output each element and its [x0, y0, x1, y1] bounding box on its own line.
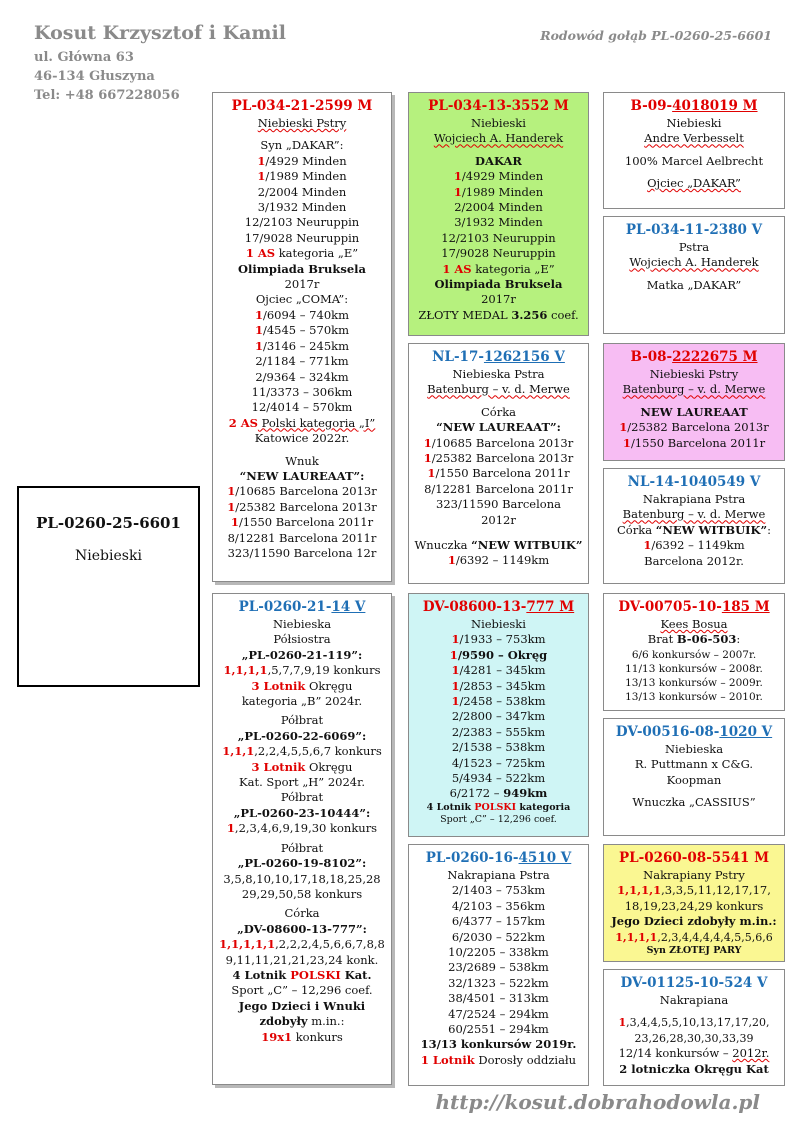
mf-color: Niebieski	[471, 617, 526, 631]
mother-daughter-line2: 9,11,11,21,21,23,24 konk.	[225, 952, 379, 967]
mfm-ring: DV-00516-08-1020 V	[615, 724, 773, 740]
ffm-color: Pstra	[678, 240, 710, 254]
mother-hb1-ring: „PL-0260-22-6069”:	[237, 728, 367, 743]
mother-hb3-ring: „PL-0260-19-8102”:	[237, 856, 367, 871]
result-row: 4/2103 – 356km	[451, 898, 546, 913]
result-row: 1/25382 Barcelona 2013r	[423, 451, 574, 466]
subject-box	[17, 486, 200, 687]
mmf-children-results: 1,1,1,1,2,3,4,4,4,4,4,5,5,6,6	[615, 930, 773, 944]
footer-url[interactable]: http://kosut.dobrahodowla.pl	[435, 1090, 760, 1114]
fmm-daughter: Córka “NEW WITBUIK”:	[617, 522, 771, 537]
ff-as: 1 AS kategoria „E”	[442, 261, 555, 276]
ff-year: 2017r	[481, 292, 516, 307]
result-row: 3/1932 Minden	[454, 215, 543, 230]
result-row: 2/1538 – 538km	[451, 740, 546, 755]
mff-breeder: Kees Bosua	[660, 617, 728, 631]
mother-hb2-ring: „PL-0260-23-10444”:	[233, 805, 371, 820]
result-row: 12/2103 Neuruppin	[441, 230, 556, 245]
result-row: 6/2030 – 522km	[451, 929, 546, 944]
fff-origin: 100% Marcel Aelbrecht	[624, 153, 764, 168]
mother-half-sister-cat: kategoria „B” 2024r.	[241, 694, 363, 709]
mmm-konkursy: 12/14 konkursów – 2012r.	[618, 1046, 770, 1061]
father-coma-label: Ojciec „COMA”:	[255, 292, 349, 307]
owner-phone: Tel: +48 667228056	[34, 88, 180, 103]
mmm-ring: DV-01125-10-524 V	[620, 975, 768, 991]
result-row: 5/4934 – 522km	[451, 771, 546, 786]
result-row: 2/2383 – 555km	[451, 724, 546, 739]
result-row: 1/6094 – 740km	[254, 307, 350, 322]
mm-konkursy: 13/13 konkursów 2019r.	[420, 1037, 577, 1052]
fm-daughter: Córka	[480, 404, 517, 419]
fmm-ring: NL-14-1040549 V	[627, 474, 761, 490]
fff-color: Niebieski	[666, 116, 722, 130]
result-row: 1/9590 – Okręg	[449, 647, 548, 662]
result-row: 1/25382 Barcelona 2013r	[227, 499, 377, 514]
mf-results	[411, 632, 586, 786]
result-row: 1/1550 Barcelona 2011r	[622, 435, 766, 450]
father-son-of: Syn „DAKAR”:	[260, 138, 344, 153]
father-olimpiada: Olimpiada Bruksela	[238, 261, 366, 276]
fmm-color: Nakrapiana Pstra	[642, 492, 746, 506]
fm-results	[411, 436, 586, 528]
mmm-color: Nakrapiana	[659, 993, 729, 1007]
mf-last: 6/2172 – 949km	[449, 786, 548, 801]
result-row: 1/25382 Barcelona 2013r	[619, 420, 769, 435]
mother-daughter-results: 1,1,1,1,1,2,2,2,4,5,6,6,7,8,8	[219, 937, 385, 952]
fm-daughter-name: “NEW LAUREAAT”:	[436, 420, 561, 435]
mother-hb3-label: Półbrat	[280, 840, 324, 855]
mfm-color: Niebieska	[664, 742, 724, 756]
ff-ring: PL-034-13-3552 M	[428, 98, 569, 114]
mmf-box	[603, 844, 785, 962]
result-row: 8/12281 Barcelona 2011r	[424, 481, 573, 496]
result-row: 12/2103 Neuruppin	[244, 215, 360, 230]
mmf-children: Jego Dzieci zdobyły m.in.:	[611, 914, 777, 929]
result-row: 2012r	[481, 512, 516, 527]
fmf-breeder: Batenburg – v. d. Merwe	[622, 382, 766, 397]
mother-children-line1: Jego Dzieci i Wnuki	[238, 998, 366, 1013]
father-box	[212, 92, 392, 582]
father-as: 1 AS kategoria „E”	[245, 246, 359, 261]
result-row: 323/11590 Barcelona 12r	[227, 545, 377, 560]
result-row: 10/2205 – 338km	[448, 945, 549, 960]
result-row: 11/13 konkursów – 2008r.	[625, 662, 763, 675]
fm-breeder: Batenburg – v. d. Merwe	[427, 382, 570, 397]
mm-ring: PL-0260-16-4510 V	[425, 850, 572, 866]
result-row: 1/4929 Minden	[453, 169, 544, 184]
mmf-results: 1,1,1,1,3,3,5,11,12,17,17,	[617, 883, 771, 898]
mfm-box	[603, 718, 785, 836]
ffm-ring: PL-034-11-2380 V	[625, 222, 763, 238]
result-row: 17/9028 Neuruppin	[244, 230, 360, 245]
mmm-results: 1,3,4,4,5,5,10,13,17,17,20,	[618, 1016, 770, 1030]
result-row: 32/1323 – 522km	[448, 975, 549, 990]
result-row: 47/2524 – 294km	[448, 1006, 549, 1021]
mff-ring: DV-00705-10-185 M	[618, 599, 770, 615]
mother-hb1-lotnik: 3 Lotnik Okręgu	[251, 759, 353, 774]
mff-box	[603, 593, 785, 711]
owner-address	[34, 48, 180, 105]
mother-hb1-label: Półbrat	[280, 713, 324, 728]
result-row: 1/1989 Minden	[257, 169, 347, 184]
ff-breeder: Wojciech A. Handerek	[433, 131, 564, 146]
ffm-mother-of: Matka „DAKAR”	[646, 277, 742, 292]
result-row: 1/3146 – 245km	[254, 338, 350, 353]
father-grandson-name: “NEW LAUREAAT”:	[239, 468, 365, 483]
mf-box	[408, 593, 589, 837]
result-row: 1/1933 – 753km	[451, 632, 546, 647]
result-row: 6/6 konkursów – 2007r.	[631, 648, 757, 661]
ff-name: DAKAR	[475, 153, 522, 168]
mother-half-sister-results: 1,1,1,1,5,7,7,9,19 konkurs	[223, 663, 381, 678]
ff-box	[408, 92, 589, 336]
fmm-box	[603, 468, 785, 584]
ff-color: Niebieski	[471, 116, 526, 130]
mfm-breeder2: Koopman	[666, 772, 722, 787]
mf-ring: DV-08600-13-777 M	[422, 599, 575, 615]
result-row: 2/9364 – 324km	[255, 369, 349, 384]
mother-hb3-line2: 29,29,50,58 konkurs	[241, 886, 363, 901]
result-row: 12/4014 – 570km	[251, 400, 353, 415]
mfm-breeder: R. Puttmann x C&G.	[634, 757, 754, 772]
fm-box	[408, 343, 589, 584]
result-row: 1/2458 – 538km	[451, 694, 546, 709]
result-row: 3/1932 Minden	[257, 200, 347, 215]
mother-half-sister-lotnik: 3 Lotnik Okręgu	[251, 678, 353, 693]
mmf-color: Nakrapiany Pstry	[643, 868, 745, 882]
mother-children-line2: zdobyły m.in.:	[259, 1014, 345, 1029]
address-street: ul. Główna 63	[34, 50, 134, 65]
fmf-results	[606, 420, 782, 451]
ff-olimpiada: Olimpiada Bruksela	[434, 277, 563, 292]
fmf-box	[603, 343, 785, 461]
father-as2-place: Katowice 2022r.	[254, 431, 350, 446]
fff-breeder: Andre Verbesselt	[644, 131, 744, 146]
mmf-cut-line: Syn ZŁOTEJ PARY	[646, 945, 742, 957]
mff-results	[606, 648, 782, 704]
mother-hb1-results: 1,1,1,2,2,4,5,5,6,7 konkurs	[222, 744, 382, 759]
mmf-line2: 18,19,23,24,29 konkurs	[624, 898, 764, 913]
mother-ring: PL-0260-21-14 V	[238, 599, 366, 615]
mmf-ring: PL-0260-08-5541 M	[618, 850, 770, 866]
ffm-box	[603, 216, 785, 334]
father-year: 2017r	[284, 277, 320, 292]
subject-ring: PL-0260-25-6601	[36, 514, 181, 532]
mm-box	[408, 844, 589, 1086]
mother-hb1-cat: Kat. Sport „H” 2024r.	[239, 775, 365, 790]
result-row: 8/12281 Barcelona 2011r	[227, 530, 377, 545]
mother-daughter-lotnik: 4 Lotnik POLSKI Kat.	[232, 967, 372, 982]
mother-hb2-label: Półbrat	[280, 790, 324, 805]
mother-daughter-label: Córka	[284, 906, 320, 921]
result-row: 2/2004 Minden	[454, 200, 543, 215]
result-row: 2/2004 Minden	[257, 184, 347, 199]
father-as2: 2 AS Polski kategoria „I”	[228, 415, 376, 430]
mother-half-sister-label: Półsiostra	[273, 632, 331, 647]
result-row: 13/13 konkursów – 2009r.	[625, 676, 763, 689]
mmm-line2: 23,26,28,30,30,33,39	[634, 1031, 754, 1045]
address-city: 46-134 Głuszyna	[34, 69, 155, 84]
result-row: 1/4281 – 345km	[451, 663, 546, 678]
owner-name: Kosut Krzysztof i Kamil	[34, 22, 286, 44]
mm-color: Nakrapiana Pstra	[447, 868, 550, 882]
fm-granddaughter: Wnuczka “NEW WITBUIK”	[414, 538, 583, 553]
result-row: 1/4545 – 570km	[254, 323, 350, 338]
fmm-breeder: Batenburg – v. d. Merwe	[622, 507, 766, 522]
mf-sport: Sport „C” – 12,296 coef.	[440, 813, 557, 825]
fmf-ring: B-08-2222675 M	[630, 349, 758, 365]
mother-box	[212, 593, 392, 1085]
result-row: 1/2853 – 345km	[451, 678, 546, 693]
result-row: 17/9028 Neuruppin	[441, 246, 556, 261]
pedigree-title: Rodowód gołąb PL-0260-25-6601	[540, 28, 772, 43]
fmf-name: NEW LAUREAAT	[640, 404, 748, 419]
fmf-color: Niebieski Pstry	[649, 367, 739, 381]
fff-ring: B-09-4018019 M	[630, 98, 758, 114]
ff-medal: ZŁOTY MEDAL 3.256 coef.	[418, 307, 579, 322]
fmm-result: 1/6392 – 1149km	[643, 538, 745, 553]
result-row: 323/11590 Barcelona	[436, 497, 561, 512]
fff-box	[603, 92, 785, 209]
result-row: 1/1550 Barcelona 2011r	[427, 466, 570, 481]
mother-hb2-results: 1,2,3,4,6,9,19,30 konkurs	[226, 821, 378, 836]
ff-results	[411, 169, 586, 261]
fmm-place: Barcelona 2012r.	[644, 553, 744, 568]
result-row: 1/10685 Barcelona 2013r	[227, 484, 377, 499]
mm-lotnik: 1 Lotnik Dorosły oddziału	[420, 1052, 577, 1067]
result-row: 6/4377 – 157km	[451, 914, 546, 929]
father-dakar-results	[215, 154, 389, 246]
fm-granddaughter-result: 1/6392 – 1149km	[447, 553, 550, 568]
mfm-granddaughter: Wnuczka „CASSIUS”	[632, 795, 756, 810]
result-row: 38/4501 – 313km	[448, 991, 549, 1006]
result-row: 60/2551 – 294km	[448, 1022, 549, 1037]
result-row: 1/10685 Barcelona 2013r	[423, 435, 574, 450]
result-row: 1/1550 Barcelona 2011r	[230, 515, 374, 530]
mf-lotnik: 4 Lotnik POLSKI kategoria	[426, 801, 571, 813]
result-row: 1/4929 Minden	[257, 153, 347, 168]
mmm-box	[603, 969, 785, 1086]
result-row: 23/2689 – 538km	[448, 960, 549, 975]
mm-results	[411, 883, 586, 1037]
ffm-breeder: Wojciech A. Handerek	[629, 255, 759, 270]
fm-color: Niebieska Pstra	[452, 367, 545, 381]
father-grandson-results	[215, 484, 389, 561]
mother-hb3-line1: 3,5,8,10,10,17,18,18,25,28	[223, 871, 381, 886]
father-color: Niebieski Pstry	[257, 116, 347, 130]
result-row: 2/1184 – 771km	[255, 354, 349, 369]
result-row: 2/1403 – 753km	[451, 883, 546, 898]
fm-ring: NL-17-1262156 V	[432, 349, 565, 365]
result-row: 11/3373 – 306km	[251, 384, 353, 399]
mother-daughter-ring: „DV-08600-13-777”:	[237, 921, 367, 936]
fff-father-of: Ojciec „DAKAR”	[647, 176, 741, 191]
father-grandson-label: Wnuk	[285, 453, 319, 468]
result-row: 13/13 konkursów – 2010r.	[625, 690, 763, 703]
mother-daughter-sport: Sport „C” – 12,296 coef.	[231, 983, 373, 998]
mother-half-sister-ring: „PL-0260-21-119”:	[241, 647, 363, 662]
result-row: 4/1523 – 725km	[451, 755, 546, 770]
subject-color: Niebieski	[75, 548, 142, 565]
mother-color: Niebieska	[272, 617, 332, 631]
mother-19x1: 19x1 konkurs	[261, 1029, 343, 1044]
result-row: 1/1989 Minden	[453, 184, 544, 199]
mmm-lotniczka: 2 lotniczka Okręgu Kat	[619, 1061, 769, 1076]
father-coma-results	[215, 308, 389, 416]
father-ring: PL-034-21-2599 M	[231, 98, 373, 114]
result-row: 2/2800 – 347km	[451, 709, 546, 724]
mff-brother: Brat B-06-503:	[647, 632, 741, 647]
